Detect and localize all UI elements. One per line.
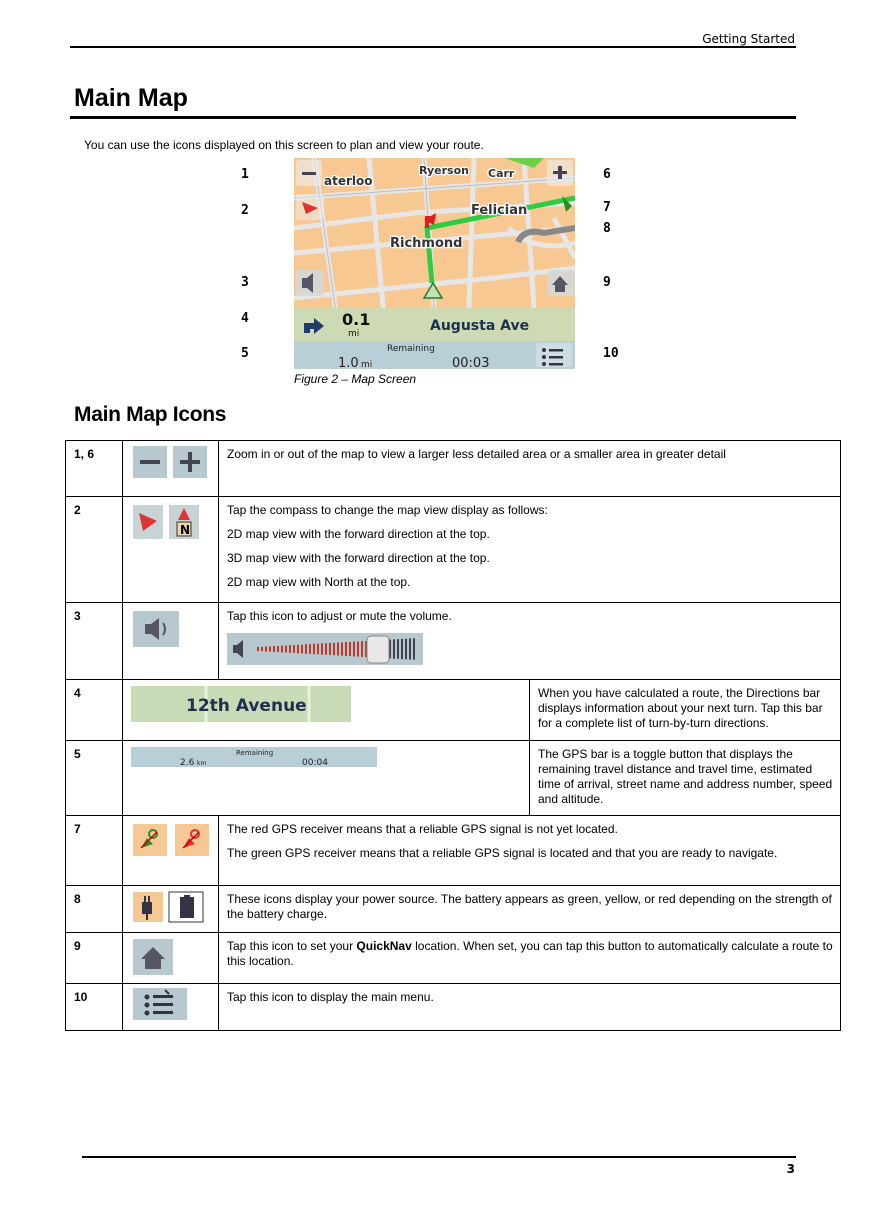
map-turn-distance: 0.1 (342, 310, 371, 329)
map-label-street-1: Ryerson (419, 164, 469, 177)
callout-9: 9 (603, 275, 611, 290)
title-rule (70, 116, 796, 119)
table-row (66, 603, 841, 680)
map-remaining-label: Remaining (387, 344, 435, 354)
callout-7: 7 (603, 200, 611, 215)
gps-unit: km (197, 760, 207, 767)
figure-caption: Figure 2 – Map Screen (294, 372, 417, 386)
power-plug-icon (133, 892, 163, 922)
map-remaining-distance: 1.0 (338, 356, 359, 369)
row-label: 9 (66, 933, 123, 984)
map-label-street-4: Richmond (390, 236, 463, 251)
north-compass-icon (169, 505, 199, 539)
home-icon (131, 937, 211, 975)
compass-icon (133, 505, 163, 539)
row-description: When you have calculated a route, the Directions bar displays information about your next turn. Tap this bar for a complete list of turn-by-turn directions. (530, 680, 841, 741)
directions-street: 12th Avenue (186, 696, 307, 716)
row-description: Tap this icon to adjust or mute the volume. (219, 603, 841, 680)
callout-2: 2 (241, 203, 249, 218)
table-row (66, 497, 841, 603)
gps-remaining-label: Remaining (236, 749, 274, 757)
header-rule (70, 46, 796, 48)
running-header: Getting Started (702, 32, 795, 46)
row-description: Tap the compass to change the map view display as follows: 2D map view with the forward direction at the top. 3D map view with the forward direction at the top. 2D map view with North at the top. (219, 497, 841, 603)
map-label-street-2: Carr (488, 167, 515, 180)
plus-icon (173, 446, 207, 478)
intro-text: You can use the icons displayed on this screen to plan and view your route. (84, 138, 484, 152)
compass-letter: N (180, 523, 191, 537)
directions-bar (131, 686, 353, 724)
gps-time: 00:04 (302, 758, 328, 768)
volume-slider (227, 633, 427, 667)
icons-table (65, 440, 841, 1031)
table-row (66, 816, 841, 886)
row-label: 3 (66, 603, 123, 680)
row-label: 8 (66, 886, 123, 933)
menu-icon (131, 986, 211, 1022)
table-row (66, 441, 841, 497)
callout-10: 10 (603, 346, 619, 361)
gps-distance: 2.6 (180, 758, 195, 768)
callout-4: 4 (241, 311, 249, 326)
map-screen (294, 158, 575, 369)
callout-8: 8 (603, 221, 611, 236)
gps-receiver-icon (133, 824, 167, 856)
map-remaining-time: 00:03 (452, 356, 490, 369)
row-description: These icons display your power source. The battery appears as green, yellow, or red depending on the strength of the battery charge. (219, 886, 841, 933)
row-description: Tap this icon to set your QuickNav location. When set, you can tap this button to automatically calculate a route to this location. (219, 933, 841, 984)
callout-6: 6 (603, 167, 611, 182)
map-street-name: Augusta Ave (430, 318, 530, 334)
row-label: 1, 6 (66, 441, 123, 497)
minus-icon (133, 446, 167, 478)
row-description: Zoom in or out of the map to view a larger less detailed area or a smaller area in greater detail (219, 441, 841, 497)
row-label: 2 (66, 497, 123, 603)
row-label: 4 (66, 680, 123, 741)
row-label: 7 (66, 816, 123, 886)
gps-receiver-icon (175, 824, 209, 856)
callout-5: 5 (241, 346, 249, 361)
zoom-icons (131, 444, 211, 478)
speaker-icon (131, 609, 211, 649)
table-row (66, 680, 841, 741)
table-row (66, 741, 841, 816)
section-title: Main Map Icons (74, 403, 227, 426)
page-number: 3 (786, 1162, 795, 1176)
map-label-street-3: Felician (471, 203, 528, 218)
map-turn-unit: mi (348, 329, 360, 339)
row-label: 10 (66, 984, 123, 1031)
row-description: The red GPS receiver means that a reliable GPS signal is not yet located. The green GPS receiver means that a reliable GPS signal is located and that you are ready to navigate. (219, 816, 841, 886)
table-row (66, 886, 841, 933)
table-row (66, 933, 841, 984)
callout-1: 1 (241, 167, 249, 182)
row-description: Tap this icon to display the main menu. (219, 984, 841, 1031)
row-label: 5 (66, 741, 123, 816)
row-description: The GPS bar is a toggle button that displays the remaining travel distance and travel time, estimated time of arrival, street name and address number, speed and altitude. (530, 741, 841, 816)
page-title: Main Map (74, 84, 188, 112)
footer-rule (82, 1156, 796, 1158)
map-label-street-0: aterloo (324, 174, 373, 188)
table-row (66, 984, 841, 1031)
quicknav-term: QuickNav (356, 939, 412, 953)
gps-bar (131, 747, 379, 769)
callout-3: 3 (241, 275, 249, 290)
battery-icon (169, 892, 203, 922)
map-remaining-unit: mi (361, 360, 373, 369)
